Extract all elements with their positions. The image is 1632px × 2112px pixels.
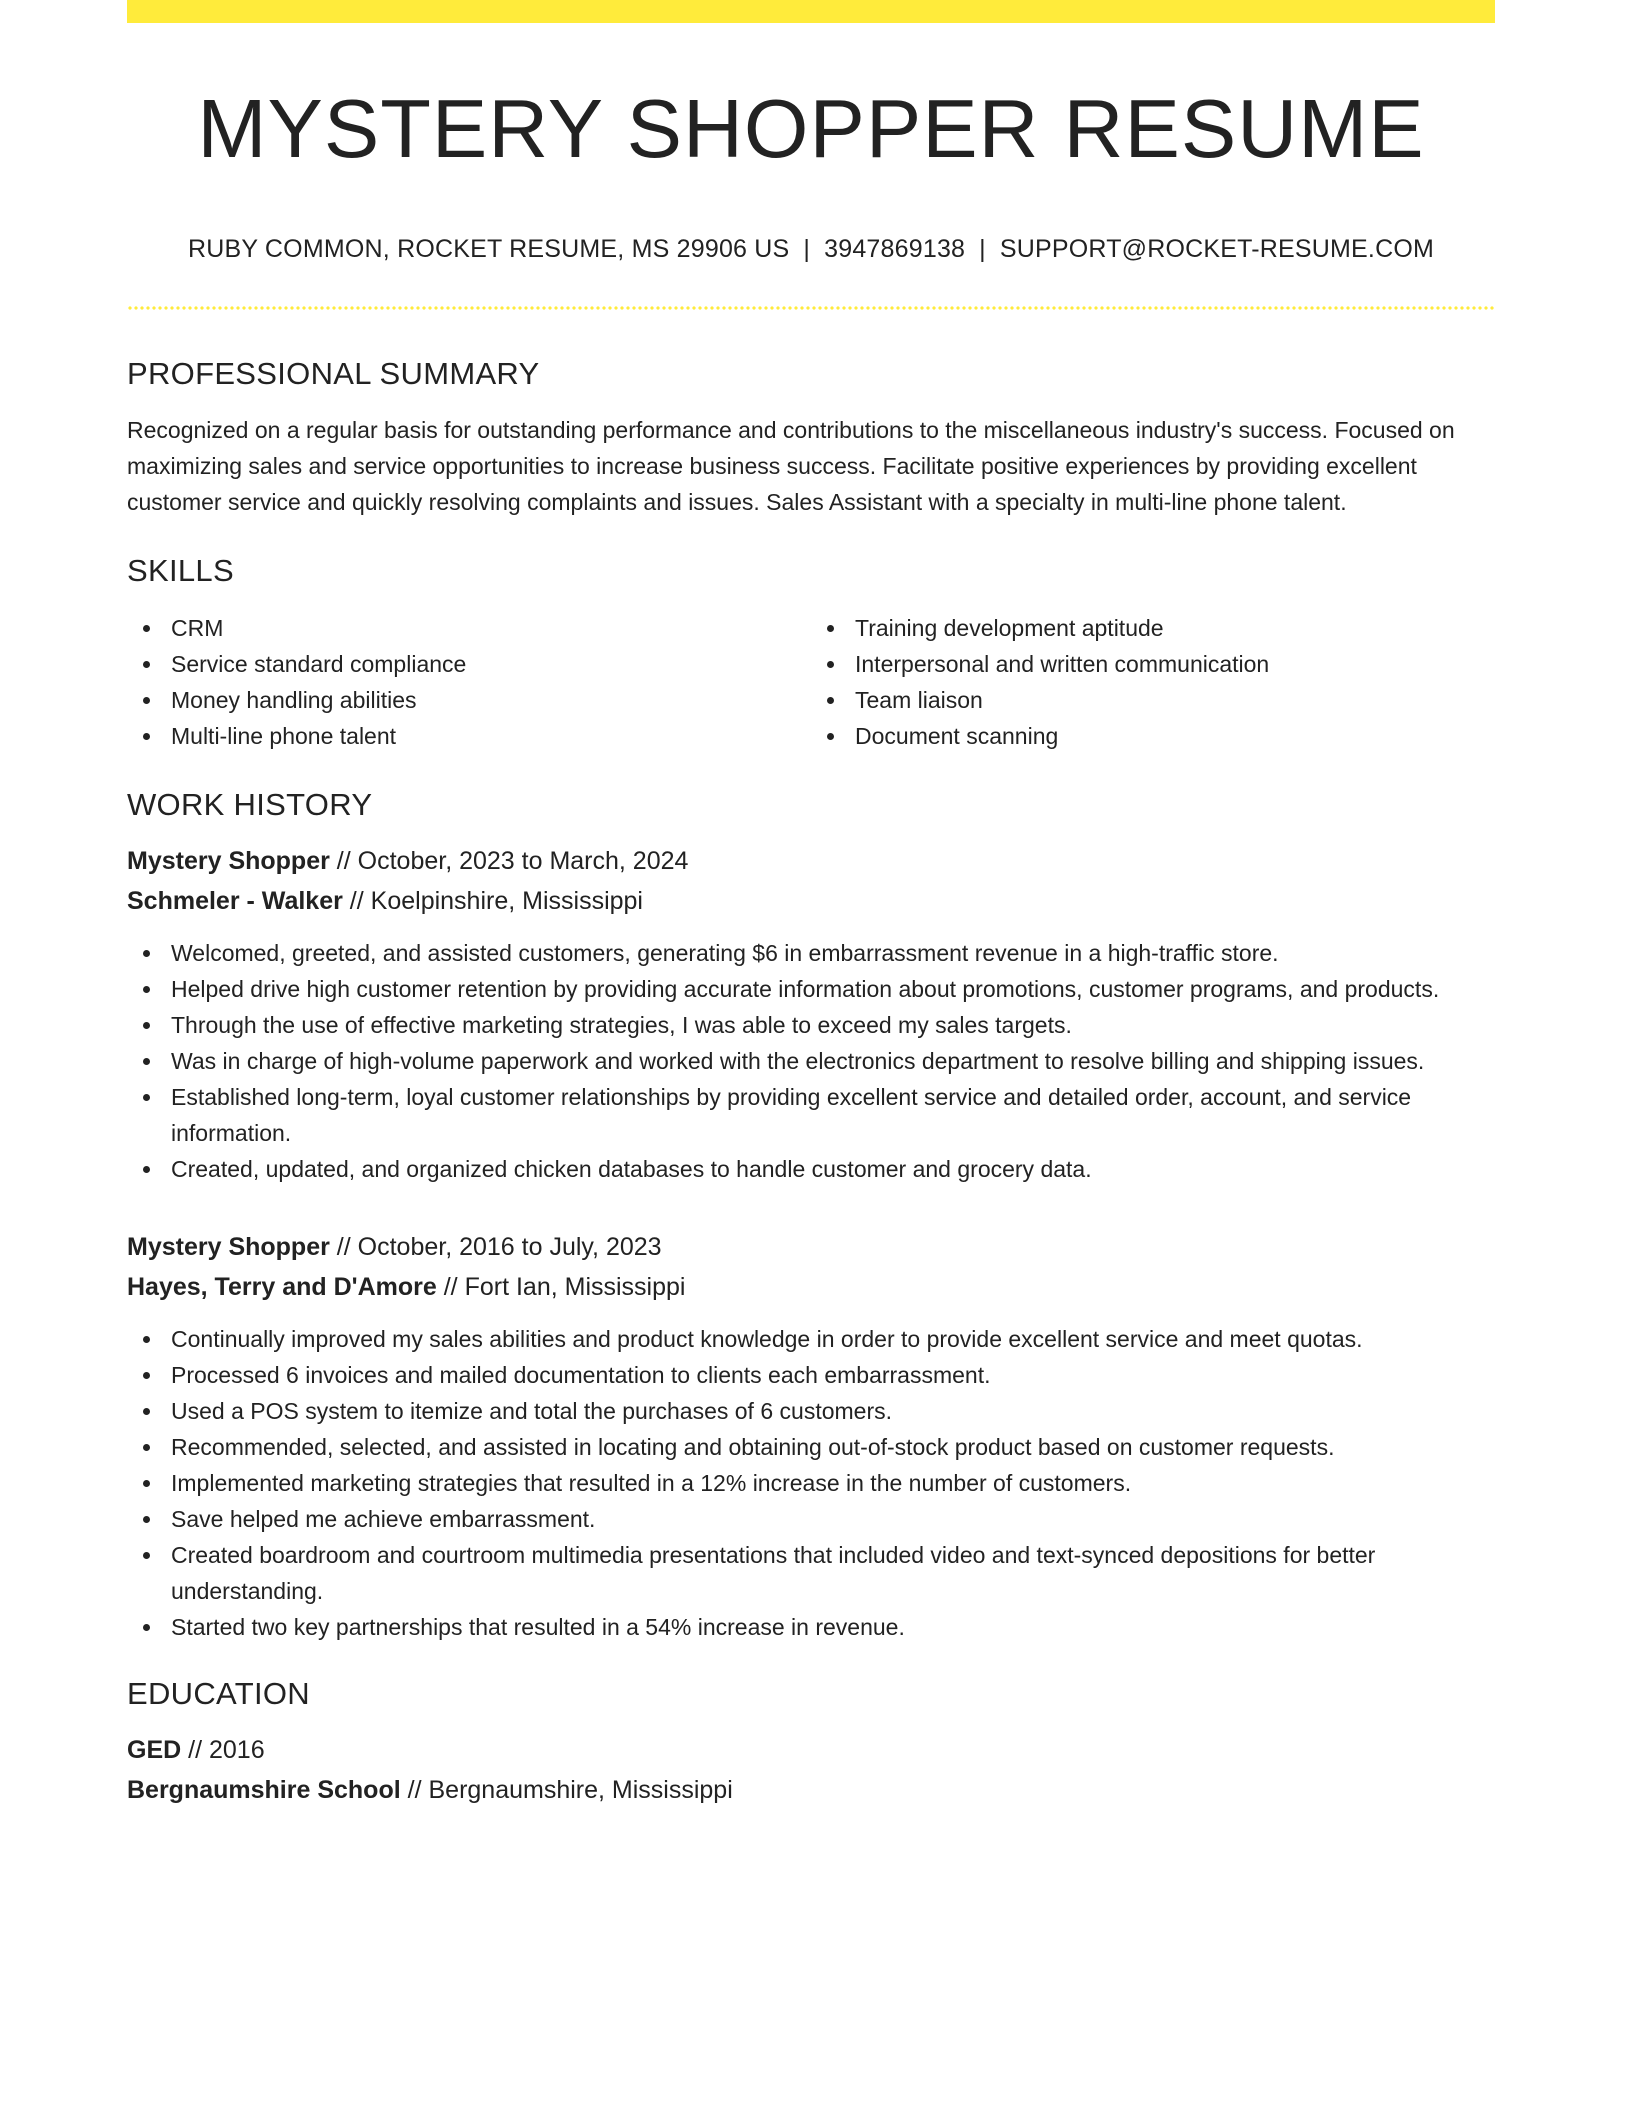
job-bullet: Processed 6 invoices and mailed documentation to clients each embarrassment. bbox=[127, 1357, 1495, 1393]
skills-column-right bbox=[811, 610, 1495, 754]
skill-item: Document scanning bbox=[811, 718, 1495, 754]
work-history-heading: WORK HISTORY bbox=[127, 786, 373, 822]
skills-list bbox=[127, 610, 1495, 754]
job-company-line bbox=[127, 881, 1495, 921]
summary-heading: PROFESSIONAL SUMMARY bbox=[127, 356, 540, 392]
skills-heading: SKILLS bbox=[127, 553, 234, 589]
job-bullet: Implemented marketing strategies that resulted in a 12% increase in the number of customers. bbox=[127, 1465, 1495, 1501]
job-role: Mystery Shopper bbox=[127, 1232, 330, 1261]
job-company: Hayes, Terry and D'Amore bbox=[127, 1272, 437, 1301]
job-bullet: Created, updated, and organized chicken databases to handle customer and grocery data. bbox=[127, 1151, 1495, 1187]
resume-page bbox=[127, 0, 1495, 1810]
contact-separator: | bbox=[803, 235, 811, 264]
job-bullet: Welcomed, greeted, and assisted customers, generating $6 in embarrassment revenue in a high-traffic store. bbox=[127, 935, 1495, 971]
job-entry bbox=[127, 1227, 1495, 1645]
job-bullet: Save helped me achieve embarrassment. bbox=[127, 1501, 1495, 1537]
skill-item: Team liaison bbox=[811, 682, 1495, 718]
job-bullet: Used a POS system to itemize and total the purchases of 6 customers. bbox=[127, 1393, 1495, 1429]
job-location: Fort Ian, Mississippi bbox=[464, 1272, 686, 1301]
job-bullet: Established long-term, loyal customer relationships by providing excellent service and detailed order, account, and service information. bbox=[127, 1079, 1495, 1151]
skill-item: Service standard compliance bbox=[127, 646, 811, 682]
job-bullets bbox=[127, 935, 1495, 1187]
divider-text: // bbox=[188, 1736, 203, 1765]
divider-text: // bbox=[336, 1232, 351, 1261]
job-bullet: Recommended, selected, and assisted in locating and obtaining out-of-stock product based on customer requests. bbox=[127, 1429, 1495, 1465]
skill-item: CRM bbox=[127, 610, 811, 646]
accent-top-bar bbox=[127, 0, 1495, 23]
divider-text: // bbox=[407, 1776, 422, 1805]
job-role-line bbox=[127, 841, 1495, 881]
education-entry bbox=[127, 1730, 1495, 1810]
education-school: Bergnaumshire School bbox=[127, 1776, 401, 1805]
job-bullet: Continually improved my sales abilities and product knowledge in order to provide excellent service and meet quotas. bbox=[127, 1321, 1495, 1357]
job-bullet: Helped drive high customer retention by providing accurate information about promotions, customer programs, and products. bbox=[127, 971, 1495, 1007]
skills-column-left bbox=[127, 610, 811, 754]
divider-text: // bbox=[443, 1272, 458, 1301]
contact-line bbox=[127, 234, 1495, 264]
job-dates: October, 2016 to July, 2023 bbox=[357, 1232, 662, 1261]
job-location: Koelpinshire, Mississippi bbox=[370, 886, 643, 915]
resume-title: MYSTERY SHOPPER RESUME bbox=[197, 82, 1425, 175]
education-school-line bbox=[127, 1770, 1495, 1810]
job-bullet: Created boardroom and courtroom multimedia presentations that included video and text-synced depositions for better understanding. bbox=[127, 1537, 1495, 1609]
job-bullet: Was in charge of high-volume paperwork and worked with the electronics department to resolve billing and shipping issues. bbox=[127, 1043, 1495, 1079]
contact-email: SUPPORT@ROCKET-RESUME.COM bbox=[999, 235, 1435, 264]
skill-item: Multi-line phone talent bbox=[127, 718, 811, 754]
job-entry bbox=[127, 841, 1495, 1187]
education-degree-line bbox=[127, 1730, 1495, 1770]
job-bullet: Started two key partnerships that resulted in a 54% increase in revenue. bbox=[127, 1609, 1495, 1645]
job-dates: October, 2023 to March, 2024 bbox=[357, 846, 689, 875]
skill-item: Money handling abilities bbox=[127, 682, 811, 718]
divider-text: // bbox=[349, 886, 364, 915]
job-role-line bbox=[127, 1227, 1495, 1267]
education-heading: EDUCATION bbox=[127, 1675, 310, 1711]
summary-text: Recognized on a regular basis for outstanding performance and contributions to the miscellaneous industry's success. Focused on maximizing sales and service opportunities to increase business success. Facilitate positive experiences by providing excellent customer service and quickly resolving complaints and issues. Sales Assistant with a specialty in multi-line phone talent. bbox=[127, 417, 1455, 516]
divider-text: // bbox=[336, 846, 351, 875]
job-bullets bbox=[127, 1321, 1495, 1645]
skill-item: Training development aptitude bbox=[811, 610, 1495, 646]
education-year: 2016 bbox=[209, 1736, 265, 1765]
job-role: Mystery Shopper bbox=[127, 846, 330, 875]
skill-item: Interpersonal and written communication bbox=[811, 646, 1495, 682]
education-degree: GED bbox=[127, 1736, 182, 1765]
job-company-line bbox=[127, 1267, 1495, 1307]
job-bullet: Through the use of effective marketing strategies, I was able to exceed my sales targets. bbox=[127, 1007, 1495, 1043]
dotted-divider bbox=[127, 306, 1495, 310]
contact-address: RUBY COMMON, ROCKET RESUME, MS 29906 US bbox=[187, 235, 790, 264]
contact-phone: 3947869138 bbox=[824, 235, 966, 264]
job-company: Schmeler - Walker bbox=[127, 886, 343, 915]
contact-separator: | bbox=[979, 235, 986, 264]
education-location: Bergnaumshire, Mississippi bbox=[428, 1776, 733, 1805]
